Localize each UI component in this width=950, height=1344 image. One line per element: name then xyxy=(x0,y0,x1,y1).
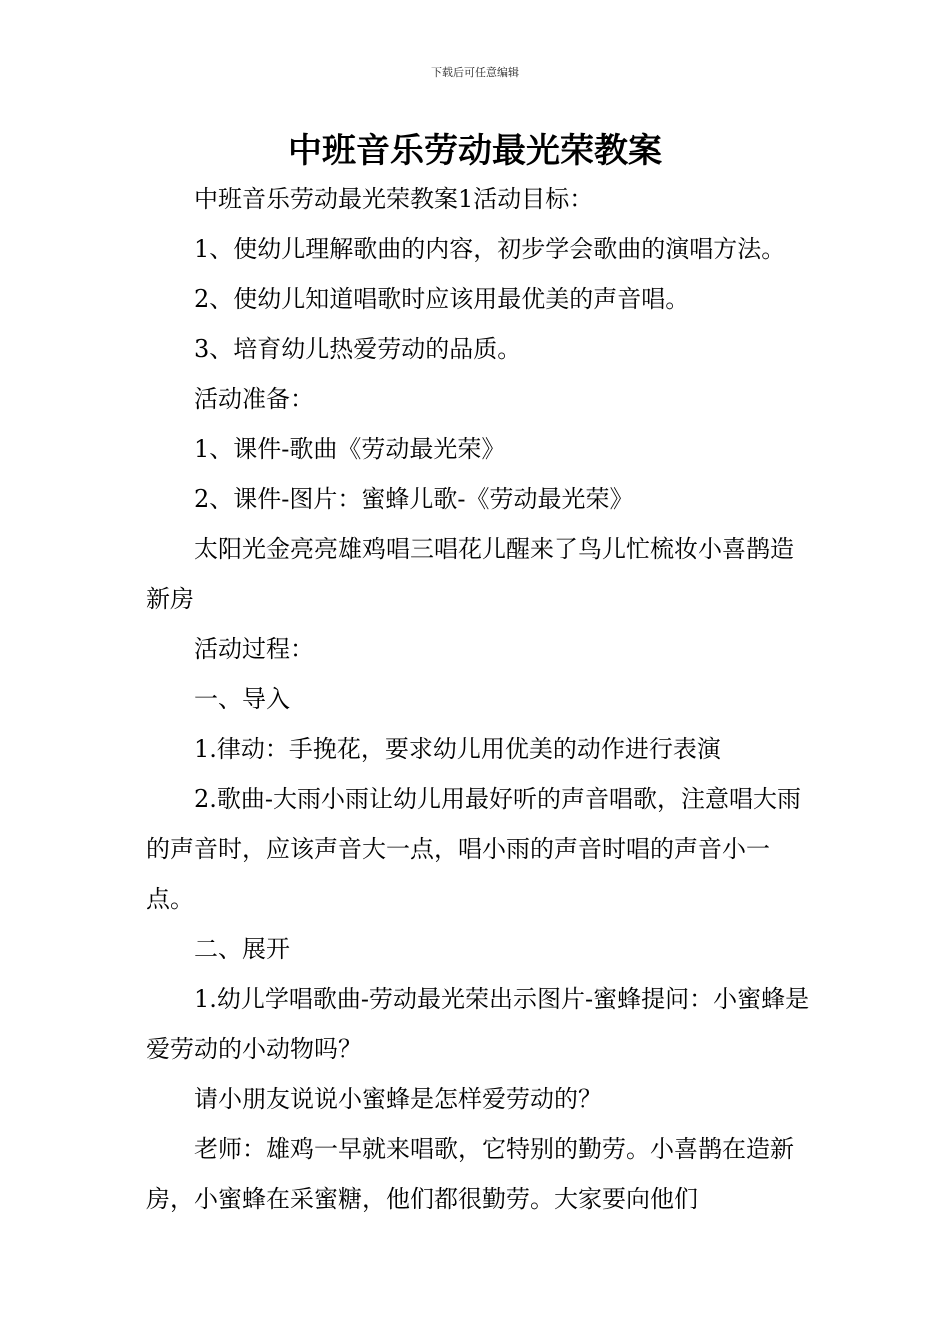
paragraph-goal-1: 1、使幼儿理解歌曲的内容，初步学会歌曲的演唱方法。 xyxy=(194,235,786,263)
document-title: 中班音乐劳动最光荣教案 xyxy=(288,131,662,171)
document-body xyxy=(146,174,810,1224)
paragraph-preparation-heading: 活动准备： xyxy=(194,385,314,413)
paragraph-goal-3: 3、培育幼儿热爱劳动的品质。 xyxy=(194,335,522,363)
paragraph-song-rain: 2.歌曲-大雨小雨让幼儿用最好听的声音唱歌，注意唱大雨的声音时，应该声音大一点，唱小雨的声音时唱的声音小一点。 xyxy=(146,785,802,913)
paragraph-intro: 中班音乐劳动最光荣教案1活动目标： xyxy=(194,185,594,213)
paragraph-preparation-2: 2、课件-图片：蜜蜂儿歌-《劳动最光荣》 xyxy=(194,485,634,513)
header-note: 下载后可任意编辑 xyxy=(431,66,519,79)
paragraph-process-heading: 活动过程： xyxy=(194,635,314,663)
paragraph-learn-song: 1.幼儿学唱歌曲-劳动最光荣出示图片-蜜蜂提问：小蜜蜂是爱劳动的小动物吗？ xyxy=(146,985,810,1063)
paragraph-song-lyrics: 太阳光金亮亮雄鸡唱三唱花儿醒来了鸟儿忙梳妆小喜鹊造新房 xyxy=(146,535,794,613)
paragraph-preparation-1: 1、课件-歌曲《劳动最光荣》 xyxy=(194,435,506,463)
paragraph-question: 请小朋友说说小蜜蜂是怎样爱劳动的？ xyxy=(194,1085,602,1113)
paragraph-section-intro: 一、导入 xyxy=(194,685,290,713)
paragraph-goal-2: 2、使幼儿知道唱歌时应该用最优美的声音唱。 xyxy=(194,285,690,313)
paragraph-teacher: 老师：雄鸡一早就来唱歌，它特别的勤劳。小喜鹊在造新房，小蜜蜂在采蜜糖，他们都很勤劳。大家要向他们 xyxy=(146,1135,794,1213)
paragraph-rhythm: 1.律动：手挽花，要求幼儿用优美的动作进行表演 xyxy=(194,735,721,763)
paragraph-section-develop: 二、展开 xyxy=(194,935,290,963)
